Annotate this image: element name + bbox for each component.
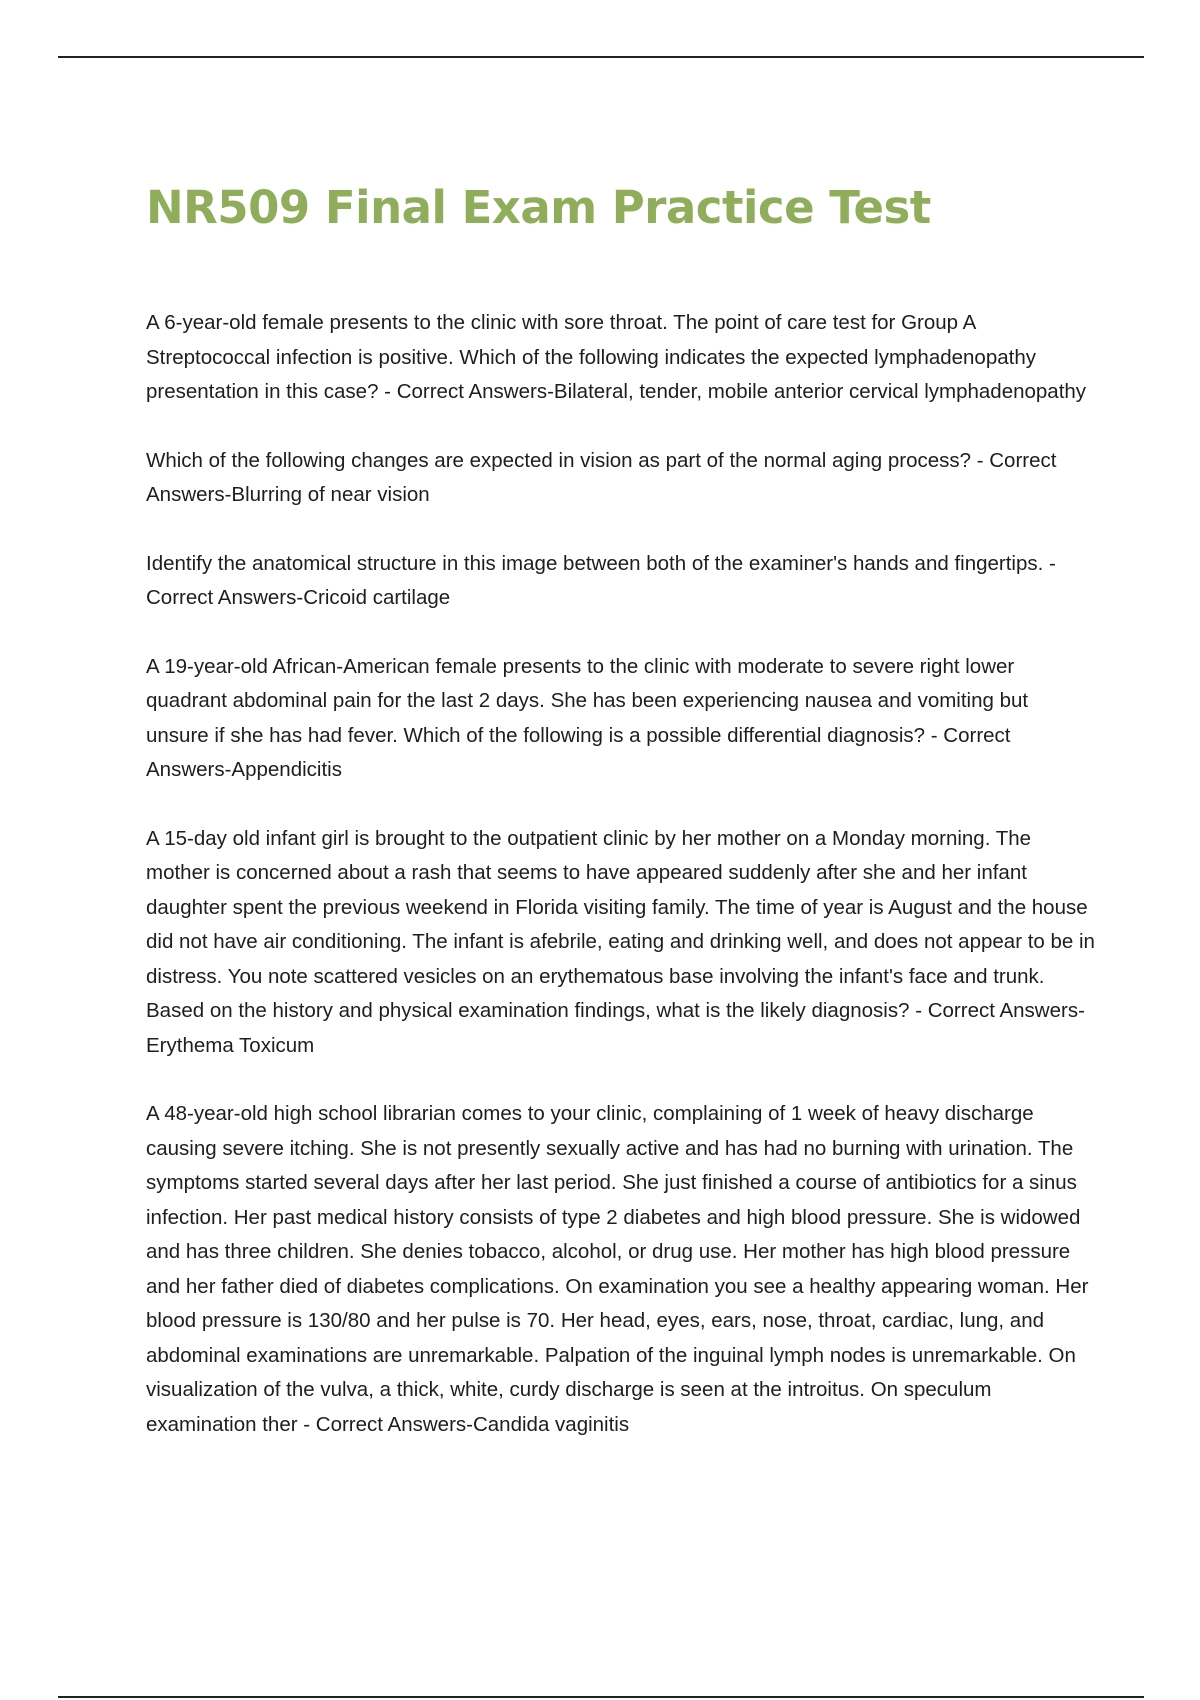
question-item: A 48-year-old high school librarian comes to your clinic, complaining of 1 week of heavy discharge causing severe itching. She is not presently sexually active and has had no burning with urination. The symptoms started several days after her last period. She just finished a course of antibiotics for a sinus infection. Her past medical history consists of type 2 diabetes and high blood pressure. She is widowed and has three children. She denies tobacco, alcohol, or drug use. Her mother has high blood pressure and her father died of diabetes complications. On examination you see a healthy appearing woman. Her blood pressure is 130/80 and her pulse is 70. Her head, eyes, ears, nose, throat, cardiac, lung, and abdominal examinations are unremarkable. Palpation of the inguinal lymph nodes is unremarkable. On visualization of the vulva, a thick, white, curdy discharge is seen at the introitus. On speculum examination ther - Correct Answers-Candida vaginitis — [146, 1102, 1089, 1436]
bottom-divider — [58, 1696, 1144, 1698]
question-item: A 19-year-old African-American female presents to the clinic with moderate to severe right lower quadrant abdominal pain for the last 2 days. She has been experiencing nausea and vomiting but unsure if she has had fever. Which of the following is a possible differential diagnosis? - Correct Answers-Appendicitis — [146, 654, 1029, 781]
question-item: A 6-year-old female presents to the clinic with sore throat. The point of care test for Group A Streptococcal infection is positive. Which of the following indicates the expected lymphadenopathy presentation in this case? - Correct Answers-Bilateral, tender, mobile anterior cervical lymphadenopathy — [146, 311, 1087, 403]
question-item: A 15-day old infant girl is brought to the outpatient clinic by her mother on a Monday morning. The mother is concerned about a rash that seems to have appeared suddenly after she and her infant daughter spent the previous weekend in Florida visiting family. The time of year is August and the house did not have air conditioning. The infant is afebrile, eating and drinking well, and does not appear to be in distress. You note scattered vesicles on an erythematous base involving the infant's face and trunk. Based on the history and physical examination findings, what is the likely diagnosis? - Correct Answers-Erythema Toxicum — [146, 826, 1095, 1057]
top-divider — [58, 56, 1144, 58]
page-title: NR509 Final Exam Practice Test — [146, 181, 931, 234]
page-content — [146, 180, 1096, 1476]
question-list — [146, 306, 1096, 1442]
question-item: Identify the anatomical structure in this image between both of the examiner's hands and fingertips. - Correct Answers-Cricoid cartilage — [146, 551, 1056, 609]
question-item: Which of the following changes are expected in vision as part of the normal aging process? - Correct Answers-Blurring of near vision — [146, 448, 1057, 506]
